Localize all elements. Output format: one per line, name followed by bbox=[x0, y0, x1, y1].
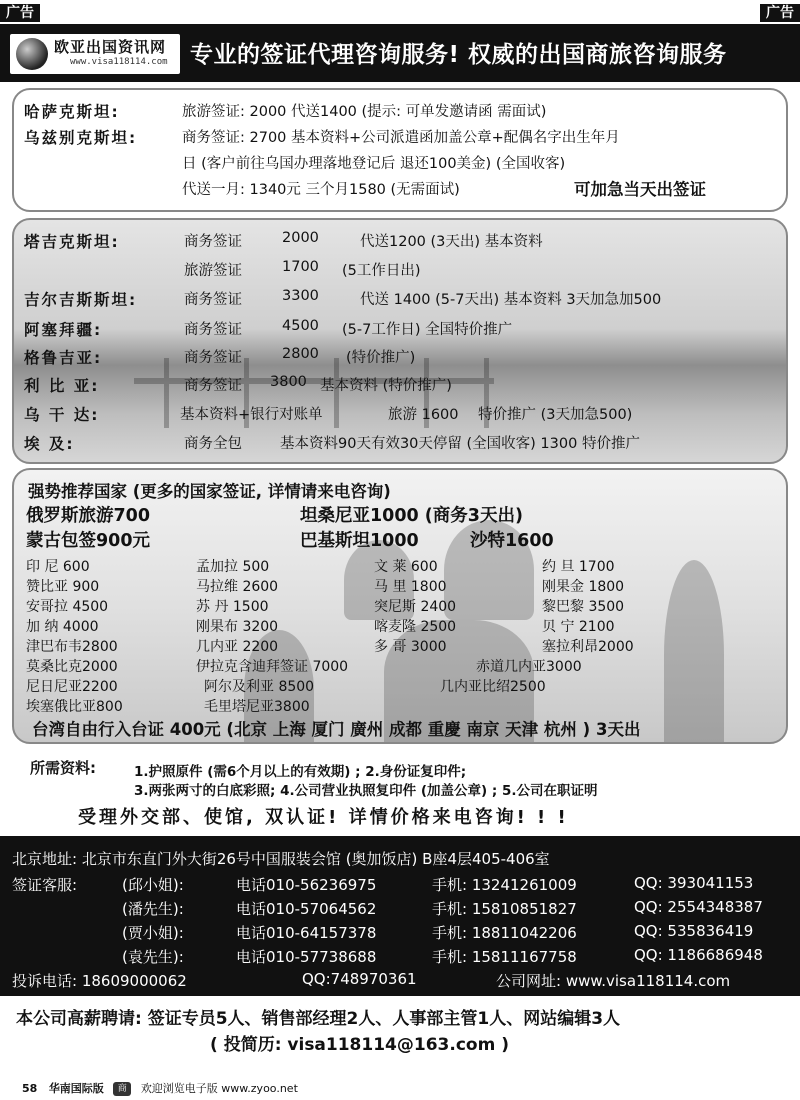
visa-type: 商务签证 bbox=[184, 322, 242, 338]
country-price: 孟加拉 500 bbox=[196, 559, 270, 575]
country-price: 文 莱 600 bbox=[374, 559, 438, 575]
staff-name: (贾小姐): bbox=[122, 924, 184, 942]
staff-qq: QQ: 2554348387 bbox=[634, 898, 763, 916]
visa-price: 3300 bbox=[282, 288, 319, 304]
staff-phone: 电话010-56236975 bbox=[236, 876, 377, 894]
featured-price: 俄罗斯旅游700 bbox=[26, 506, 151, 526]
country-name: 吉尔吉斯斯坦: bbox=[24, 291, 138, 309]
country-price: 加 纳 4000 bbox=[26, 619, 99, 635]
country-price: 黎巴黎 3500 bbox=[542, 599, 625, 615]
country-price: 贝 宁 2100 bbox=[542, 619, 615, 635]
staff-name: (潘先生): bbox=[122, 900, 184, 918]
staff-name: (袁先生): bbox=[122, 948, 184, 966]
country-price: 毛里塔尼亚3800 bbox=[204, 699, 310, 715]
visa-type: 基本资料+银行对账单 bbox=[180, 407, 323, 423]
visa-price: 1700 bbox=[282, 259, 319, 275]
visa-type: 旅游签证 bbox=[184, 263, 242, 279]
country-price: 突尼斯 2400 bbox=[374, 599, 457, 615]
country-price: 赞比亚 900 bbox=[26, 579, 100, 595]
country-name: 乌兹别克斯坦: bbox=[24, 129, 138, 147]
country-price: 埃塞俄比亚800 bbox=[26, 699, 123, 715]
ad-label-left: 广告 bbox=[0, 4, 40, 22]
visa-note: 基本资料90天有效30天停留 (全国收客) 1300 特价推广 bbox=[280, 436, 640, 452]
visa-detail: 旅游签证: 2000 代送1400 (提示: 可单发邀请函 需面试) bbox=[182, 104, 547, 120]
visa-detail: 代送一月: 1340元 三个月1580 (无需面试) bbox=[182, 182, 460, 198]
requirements-label: 所需资料: bbox=[30, 759, 96, 777]
country-price: 尼日尼亚2200 bbox=[26, 679, 118, 695]
slogan: 专业的签证代理咨询服务! 权威的出国商旅咨询服务 bbox=[190, 42, 727, 68]
visa-note: 基本资料 (特价推广) bbox=[320, 378, 452, 394]
country-price: 几内亚比绍2500 bbox=[440, 679, 546, 695]
country-price: 阿尔及利亚 8500 bbox=[204, 679, 315, 695]
country-price: 马拉维 2600 bbox=[196, 579, 279, 595]
country-price: 赤道几内亚3000 bbox=[476, 659, 582, 675]
visa-price: 2000 bbox=[282, 230, 319, 246]
country-price: 塞拉利昂2000 bbox=[542, 639, 634, 655]
staff-qq: QQ: 1186686948 bbox=[634, 946, 763, 964]
visa-price: 3800 bbox=[270, 374, 307, 390]
complaint-phone: 投诉电话: 18609000062 bbox=[12, 972, 187, 990]
urgent-highlight: 可加急当天出签证 bbox=[574, 180, 706, 199]
address: 北京市东直门外大街26号中国服装会馆 (奥加饭店) B座4层405-406室 bbox=[81, 850, 550, 868]
country-price: 苏 丹 1500 bbox=[196, 599, 269, 615]
visa-note: 代送 1400 (5-7天出) 基本资料 3天加急加500 bbox=[360, 292, 662, 308]
country-name: 塔吉克斯坦: bbox=[24, 233, 120, 251]
country-price: 约 旦 1700 bbox=[542, 559, 615, 575]
visa-note: (5-7工作日) 全国特价推广 bbox=[342, 322, 513, 338]
authentication-notice: 受理外交部、使馆, 双认证! 详情价格来电咨询! ! ! bbox=[78, 807, 569, 828]
country-price: 喀麦隆 2500 bbox=[374, 619, 457, 635]
country-price: 印 尼 600 bbox=[26, 559, 90, 575]
staff-name: (邱小姐): bbox=[122, 876, 184, 894]
contact-panel bbox=[0, 836, 800, 996]
staff-phone: 电话010-57064562 bbox=[236, 900, 377, 918]
staff-mobile: 手机: 15810851827 bbox=[432, 900, 577, 918]
requirements-line: 3.两张两寸的白底彩照; 4.公司营业执照复印件 (加盖公章) ; 5.公司在职证明 bbox=[134, 783, 598, 799]
staff-phone: 电话010-57738688 bbox=[236, 948, 377, 966]
visa-note: (特价推广) bbox=[346, 350, 416, 366]
visa-type: 商务签证 bbox=[184, 350, 242, 366]
taiwan-permit: 台湾自由行入台证 400元 (北京 上海 厦门 廣州 成都 重慶 南京 天津 杭州 ) 3天出 bbox=[32, 720, 641, 739]
requirements-line: 1.护照原件 (需6个月以上的有效期) ; 2.身份证复印件; bbox=[134, 764, 467, 780]
publication-badge: 商 bbox=[113, 1082, 131, 1096]
visa-type: 商务签证 bbox=[184, 378, 242, 394]
service-label: 签证客服: bbox=[12, 876, 78, 894]
caucasus-africa-panel bbox=[12, 218, 788, 464]
country-price: 莫桑比克2000 bbox=[26, 659, 118, 675]
visa-note: 特价推广 (3天加急500) bbox=[478, 407, 633, 423]
visa-note: (5工作日出) bbox=[342, 263, 421, 279]
logo-name: 欧亚出国资讯网 bbox=[54, 38, 167, 56]
country-name: 哈萨克斯坦: bbox=[24, 103, 120, 121]
hiring-positions: 本公司高薪聘请: 签证专员5人、销售部经理2人、人事部主管1人、网站编辑3人 bbox=[16, 1009, 621, 1029]
page-number: 58 bbox=[22, 1082, 38, 1095]
visa-type: 商务签证 bbox=[184, 234, 242, 250]
country-price: 几内亚 2200 bbox=[196, 639, 279, 655]
country-price: 刚果布 3200 bbox=[196, 619, 279, 635]
country-price: 刚果金 1800 bbox=[542, 579, 625, 595]
hiring-notice bbox=[0, 998, 800, 1058]
address-label: 北京地址: bbox=[12, 850, 78, 868]
country-name: 阿塞拜疆: bbox=[24, 321, 103, 339]
publication-name: 华南国际版 bbox=[48, 1082, 104, 1095]
header-banner bbox=[0, 24, 800, 82]
globe-icon bbox=[16, 38, 48, 70]
visa-type: 商务全包 bbox=[184, 436, 242, 452]
recommend-title: 强势推荐国家 (更多的国家签证, 详情请来电咨询) bbox=[28, 482, 391, 501]
featured-price: 巴基斯坦1000 bbox=[300, 531, 419, 551]
country-price: 安哥拉 4500 bbox=[26, 599, 109, 615]
visa-detail: 日 (客户前往乌国办理落地登记后 退还100美金) (全国收客) bbox=[182, 156, 566, 172]
country-price: 伊拉克含迪拜签证 7000 bbox=[196, 659, 349, 675]
visa-detail: 商务签证: 2700 基本资料+公司派遣函加盖公章+配偶名字出生年月 bbox=[182, 130, 620, 146]
visa-price: 4500 bbox=[282, 318, 319, 334]
resume-email[interactable]: ( 投简历: visa118114@163.com ) bbox=[210, 1035, 509, 1055]
company-website[interactable]: 公司网址: www.visa118114.com bbox=[496, 972, 731, 990]
visa-price: 旅游 1600 bbox=[388, 407, 459, 423]
ad-label-right: 广告 bbox=[760, 4, 800, 22]
staff-qq: QQ: 535836419 bbox=[634, 922, 754, 940]
staff-qq: QQ: 393041153 bbox=[634, 874, 754, 892]
country-name: 埃 及: bbox=[24, 435, 75, 453]
staff-mobile: 手机: 13241261009 bbox=[432, 876, 577, 894]
page-footer bbox=[22, 1080, 298, 1096]
staff-mobile: 手机: 15811167758 bbox=[432, 948, 577, 966]
logo-url: www.visa118114.com bbox=[70, 57, 168, 67]
country-name: 格鲁吉亚: bbox=[24, 349, 103, 367]
country-price: 津巴布韦2800 bbox=[26, 639, 118, 655]
featured-price: 蒙古包签900元 bbox=[26, 531, 151, 551]
company-logo bbox=[10, 34, 180, 74]
country-price: 多 哥 3000 bbox=[374, 639, 447, 655]
footer-text: 欢迎浏览电子版 www.zyoo.net bbox=[140, 1082, 298, 1095]
visa-price: 2800 bbox=[282, 346, 319, 362]
complaint-qq: QQ:748970361 bbox=[302, 970, 417, 988]
visa-note: 代送1200 (3天出) 基本资料 bbox=[360, 234, 543, 250]
country-name: 乌 干 达: bbox=[24, 406, 100, 424]
featured-price: 坦桑尼亚1000 (商务3天出) bbox=[300, 506, 523, 526]
country-name: 利 比 亚: bbox=[24, 377, 100, 395]
featured-price: 沙特1600 bbox=[470, 531, 554, 551]
country-price: 马 里 1800 bbox=[374, 579, 447, 595]
visa-type: 商务签证 bbox=[184, 292, 242, 308]
staff-mobile: 手机: 18811042206 bbox=[432, 924, 577, 942]
staff-phone: 电话010-64157378 bbox=[236, 924, 377, 942]
